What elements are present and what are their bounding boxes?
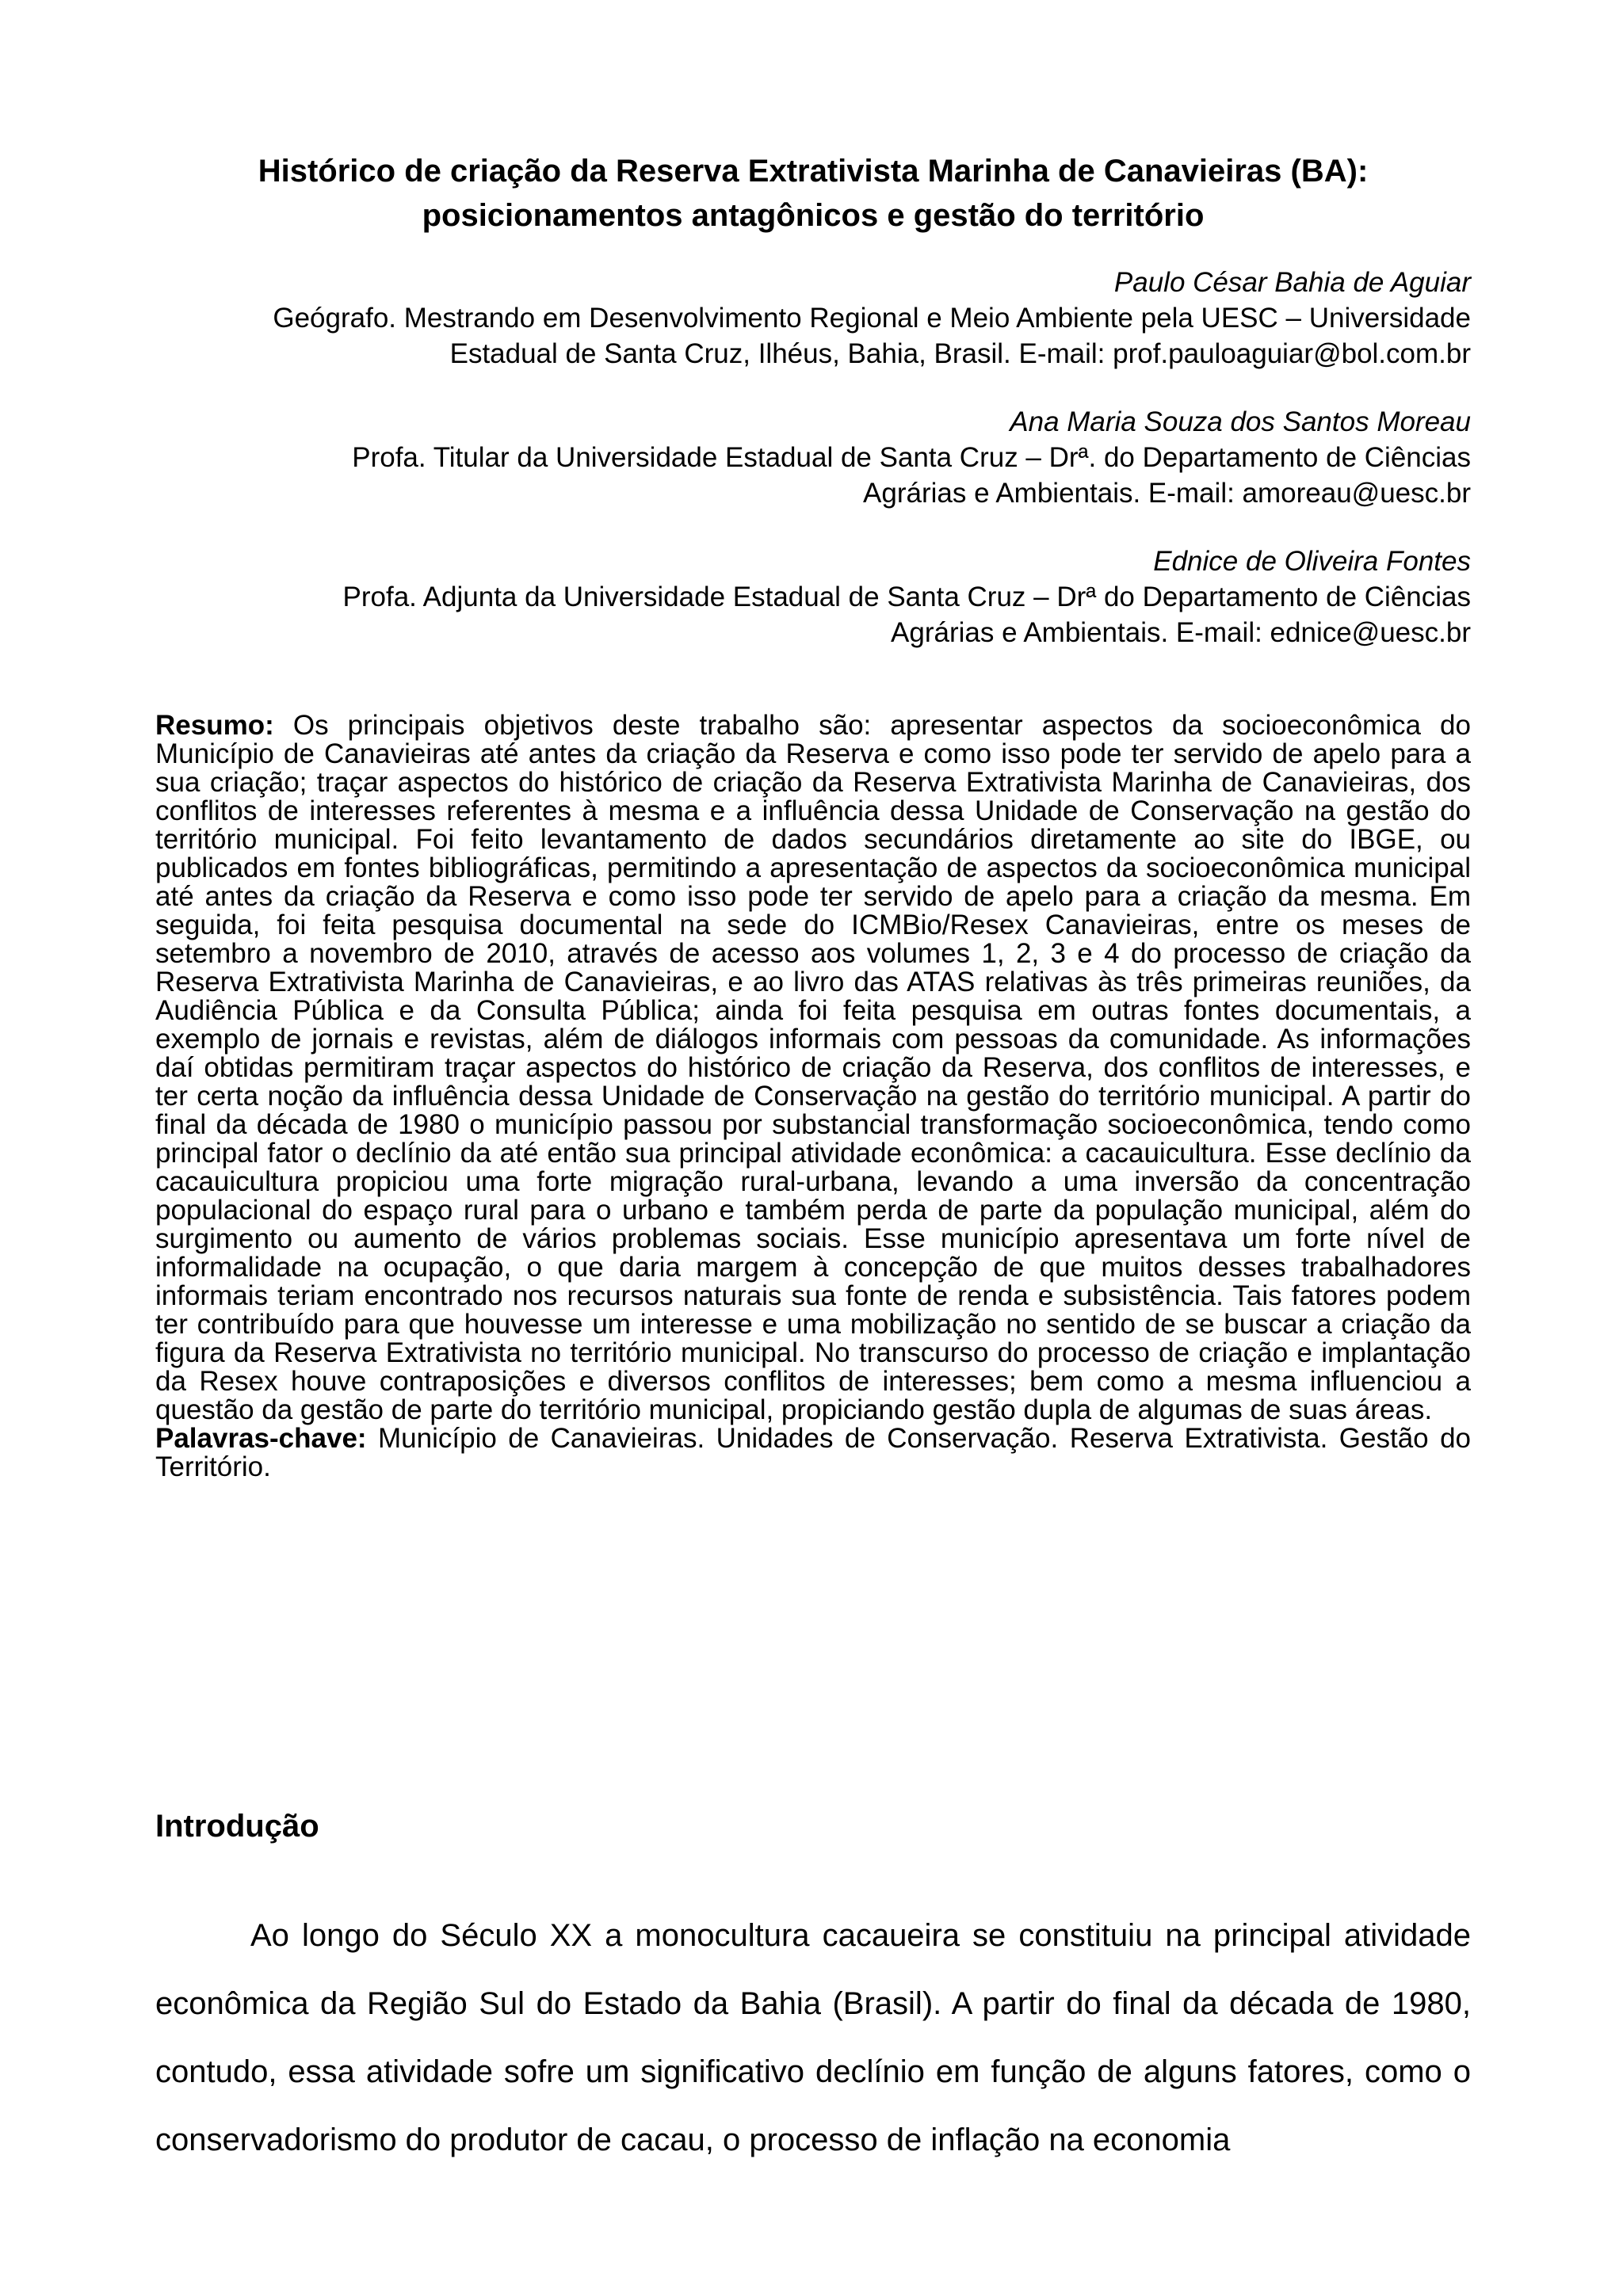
author-affiliation-line-1: Profa. Adjunta da Universidade Estadual de Santa Cruz – Drª do Departamento de Ciências: [342, 582, 1471, 612]
author-block-1: [155, 265, 1471, 372]
keywords-paragraph: [155, 1425, 1471, 1482]
title-line-1: Histórico de criação da Reserva Extrativista Marinha de Canavieiras (BA):: [258, 154, 1369, 189]
abstract-text: Os principais objetivos deste trabalho são: apresentar aspectos da socioeconômica do Município de Canavieiras até antes da criação da Reserva e como isso pode ter servido de apelo para a sua criação; traçar aspectos do histórico de criação da Reserva Extrativista Marinha de Canavieiras, dos conflitos de interesses referentes à mesma e a influência dessa Unidade de Conservação na gestão do território municipal. Foi feito levantamento de dados secundários diretamente ao site do IBGE, ou publicados em fontes bibliográficas, permitindo a apresentação de aspectos da socioeconômica municipal até antes da criação da Reserva e como isso pode ter servido de apelo para a criação da mesma. Em seguida, foi feita pesquisa documental na sede do ICMBio/Resex Canavieiras, entre os meses de setembro a novembro de 2010, através de acesso aos volumes 1, 2, 3 e 4 do processo de criação da Reserva Extrativista Marinha de Canavieiras, e ao livro das ATAS relativas às três primeiras reuniões, da Audiência Pública e da Consulta Pública; ainda foi feita pesquisa em outras fontes documentais, a exemplo de jornais e revistas, além de diálogos informais com pessoas da comunidade. As informações daí obtidas permitiram traçar aspectos do histórico de criação da Reserva, dos conflitos de interesses, e ter certa noção da influência dessa Unidade de Conservação na gestão do território municipal. A partir do final da década de 1980 o município passou por substancial transformação socioeconômica, tendo como principal fator o declínio da até então sua principal atividade econômica: a cacauicultura. Esse declínio da cacauicultura propiciou uma forte migração rural-urbana, levando a uma inversão da concentração populacional do espaço rural para o urbano e também perda de parte da população municipal, além do surgimento ou aumento de vários problemas sociais. Esse município apresentava um forte nível de informalidade na ocupação, o que daria margem à concepção de que muitos desses trabalhadores informais teriam encontrado nos recursos naturais sua fonte de renda e subsistência. Tais fatores podem ter contribuído para que houvesse um interesse e uma mobilização no sentido de se buscar a criação da figura da Reserva Extrativista no território municipal. No transcurso do processo de criação e implantação da Resex houve contraposições e diversos conflitos de interesses; bem como a mesma influenciou a questão da gestão de parte do território municipal, propiciando gestão dupla de algumas de suas áreas.: [155, 710, 1471, 1425]
keywords-label: Palavras-chave:: [155, 1423, 367, 1454]
introduction-paragraph: Ao longo do Século XX a monocultura cacaueira se constituiu na principal atividade econômica da Região Sul do Estado da Bahia (Brasil). A partir do final da década de 1980, contudo, essa atividade sofre um significativo declínio em função de alguns fatores, como o conservadorismo do produtor de cacau, o processo de inflação na economia: [155, 1918, 1471, 2157]
abstract-paragraph: [155, 711, 1471, 1425]
author-name: Paulo César Bahia de Aguiar: [1113, 267, 1471, 298]
author-affiliation-line-2: Estadual de Santa Cruz, Ilhéus, Bahia, Brasil. E-mail: prof.pauloaguiar@bol.com.br: [449, 338, 1471, 369]
author-affiliation-line-1: Profa. Titular da Universidade Estadual de Santa Cruz – Drª. do Departamento de Ciências: [352, 442, 1471, 473]
abstract-label: Resumo:: [155, 710, 274, 741]
title-line-2: posicionamentos antagônicos e gestão do território: [422, 198, 1205, 233]
author-block-2: [155, 404, 1471, 511]
author-block-3: [155, 543, 1471, 650]
author-affiliation-line-1: Geógrafo. Mestrando em Desenvolvimento Regional e Meio Ambiente pela UESC – Universidade: [273, 303, 1471, 334]
author-affiliation-line-2: Agrárias e Ambientais. E-mail: ednice@uesc.br: [891, 617, 1471, 648]
keywords-text: Município de Canavieiras. Unidades de Conservação. Reserva Extrativista. Gestão do Território.: [155, 1423, 1471, 1482]
author-name: Ana Maria Souza dos Santos Moreau: [1010, 406, 1471, 437]
author-affiliation-line-2: Agrárias e Ambientais. E-mail: amoreau@uesc.br: [863, 478, 1471, 509]
section-heading-introduction: Introdução: [155, 1809, 319, 1844]
abstract: [155, 711, 1471, 1482]
author-name: Ednice de Oliveira Fontes: [1153, 546, 1471, 577]
paper-title: [155, 149, 1471, 238]
